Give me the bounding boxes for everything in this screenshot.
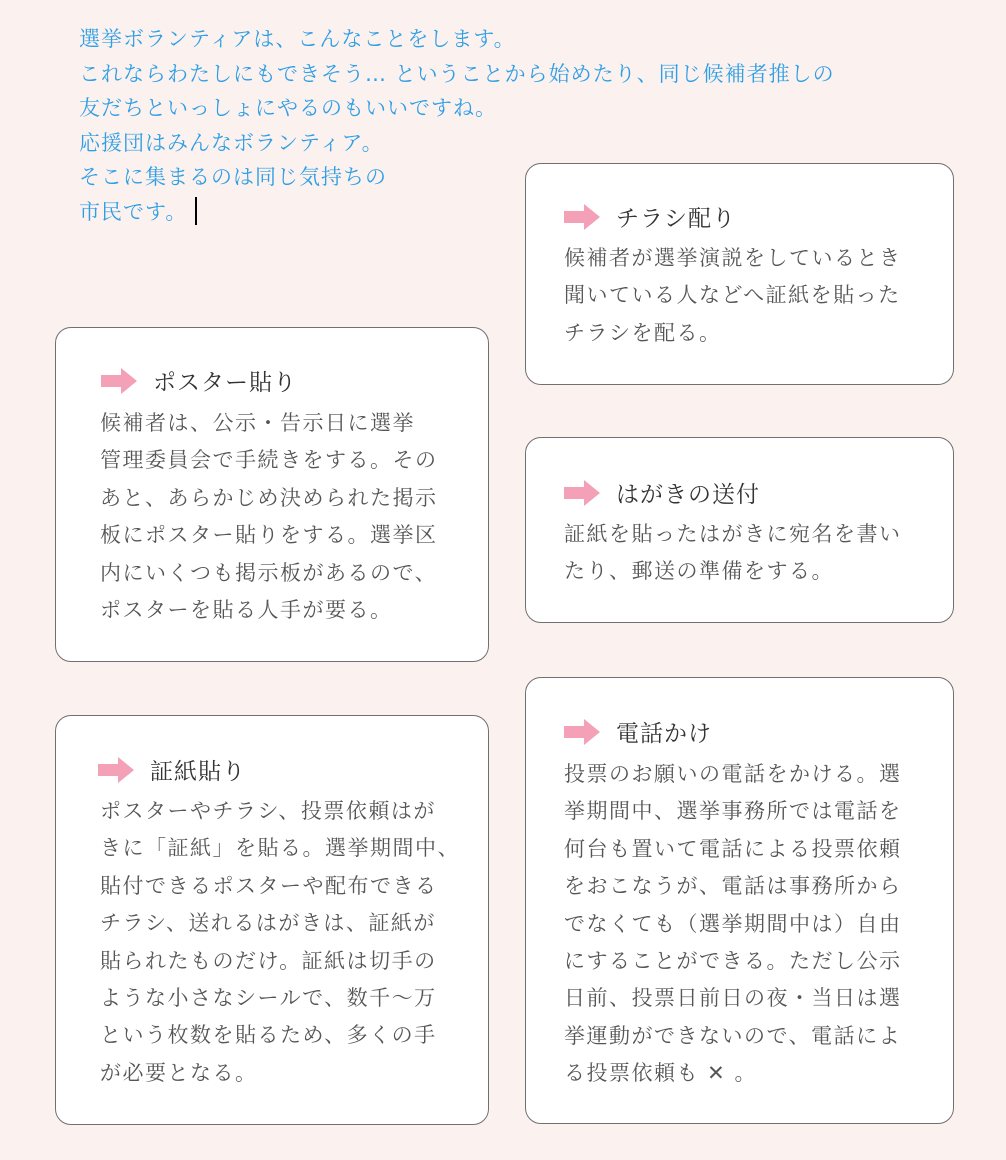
- intro-line-text: 市民です。: [79, 199, 188, 224]
- card-body-line: 日前、投票日前日の夜・当日は選: [564, 986, 902, 1011]
- card-body-line: でなくても（選挙期間中は）自由: [564, 911, 902, 936]
- card-body-line: ポスターやチラシ、投票依頼はが: [100, 799, 436, 823]
- intro-line: 選挙ボランティアは、こんなことをします。: [79, 27, 516, 51]
- card-title: はがきの送付: [616, 482, 760, 508]
- card-header: [564, 715, 712, 748]
- card-body: [100, 405, 438, 629]
- card-body-line: チラシ、送れるはがきは、証紙が: [100, 911, 436, 936]
- card-header: [564, 200, 736, 233]
- card-body-line: が必要となる。: [100, 1060, 258, 1085]
- card-body-line: ような小さなシールで、数千〜万: [100, 986, 437, 1011]
- card-body-line: 内にいくつも掲示板があるので、: [100, 560, 438, 585]
- arrow-right-icon: [98, 757, 134, 783]
- card-body-line: 板にポスター貼りをする。選挙区: [100, 523, 438, 548]
- card-body-line: 候補者が選挙演説をしているとき: [564, 246, 902, 270]
- intro-line: 応援団はみんなボランティア。: [79, 130, 384, 155]
- card-header: [101, 364, 297, 397]
- arrow-right-icon: [101, 368, 137, 394]
- card-body-line: にすることができる。ただし公示: [564, 949, 902, 974]
- card-body-line: チラシを配る。: [564, 320, 722, 345]
- intro-line: 友だちといっしょにやるのもいいですね。: [79, 96, 497, 120]
- card-body-line: る投票依頼も ✕ 。: [564, 1061, 757, 1086]
- intro-line: これならわたしにもできそう… ということから始めたり、同じ候補者推しの: [79, 61, 835, 86]
- card-posters: [55, 327, 489, 662]
- card-body: [564, 516, 902, 591]
- text-caret: [195, 197, 197, 225]
- card-body-line: 貼付できるポスターや配布できる: [100, 873, 438, 898]
- card-body-line: ポスターを貼る人手が要る。: [100, 598, 393, 623]
- card-postcards: [525, 437, 954, 623]
- arrow-right-icon: [564, 204, 600, 230]
- card-body-line: 挙期間中、選挙事務所では電話を: [564, 799, 902, 824]
- card-body-line: 何台も置いて電話による投票依頼: [564, 836, 902, 861]
- card-body: [564, 756, 902, 1093]
- card-stamps: [55, 715, 489, 1125]
- card-body-line: 投票のお願いの電話をかける。選: [564, 762, 902, 786]
- card-body-line: 聞いている人などへ証紙を貼った: [564, 283, 901, 308]
- card-body-line: 管理委員会で手続きをする。その: [100, 448, 438, 473]
- card-title: チラシ配り: [616, 206, 736, 232]
- card-header: [564, 476, 760, 509]
- card-body-line: 挙運動ができないので、電話によ: [564, 1023, 902, 1048]
- card-title: 証紙貼り: [150, 759, 246, 785]
- card-header: [98, 753, 246, 786]
- card-body-line: きに「証紙」を貼る。選挙期間中、: [100, 836, 460, 861]
- card-body-line: をおこなうが、電話は事務所から: [564, 874, 902, 899]
- card-body-line: 貼られたものだけ。証紙は切手の: [100, 948, 437, 973]
- intro-line: そこに集まるのは同じ気持ちの: [79, 165, 387, 189]
- card-body: [564, 240, 902, 352]
- card-body-line: あと、あらかじめ決められた掲示: [100, 485, 438, 510]
- card-title: 電話かけ: [616, 721, 712, 747]
- card-body-line: 候補者は、公示・告示日に選挙: [100, 411, 415, 435]
- arrow-right-icon: [564, 480, 600, 506]
- card-flyers: [525, 163, 954, 385]
- card-body: [100, 793, 460, 1092]
- card-title: ポスター貼り: [153, 370, 297, 396]
- card-body-line: という枚数を貼るため、多くの手: [100, 1023, 437, 1048]
- card-body-line: たり、郵送の準備をする。: [564, 559, 834, 584]
- card-phone: [525, 677, 954, 1124]
- card-body-line: 証紙を貼ったはがきに宛名を書い: [564, 522, 902, 546]
- arrow-right-icon: [564, 719, 600, 745]
